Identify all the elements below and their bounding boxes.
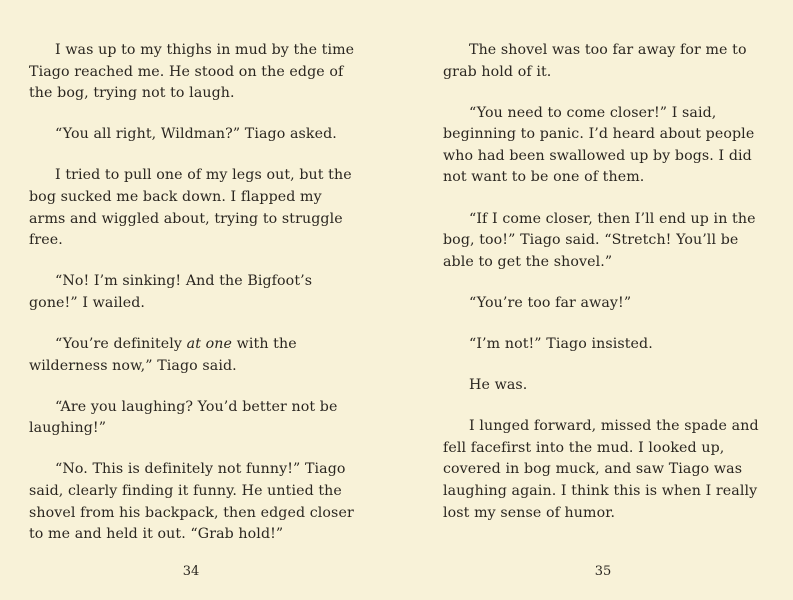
left-page [0, 0, 396, 600]
paragraph: “You need to come closer!” I said, beginning to panic. I’d heard about people who had been swallowed up by bogs. I did not want to be one of them. [443, 104, 755, 186]
right-page [396, 0, 793, 600]
paragraph-text: with the wilderness now,” Tiago said. [29, 335, 297, 374]
left-page-text [29, 40, 359, 565]
paragraph: I lunged forward, missed the spade and fell facefirst into the mud. I looked up, covered in bog muck, and saw Tiago was laughing again. I think this is when I really lost my sense of humor. [443, 418, 759, 521]
right-page-text [443, 40, 773, 544]
paragraph: I tried to pull one of my legs out, but the bog sucked me back down. I flapped my arms and wiggled about, trying to struggle free. [29, 167, 352, 249]
paragraph: He was. [469, 377, 528, 394]
page-number: 34 [182, 564, 200, 579]
paragraph: “No! I’m sinking! And the Bigfoot’s gone!” I wailed. [29, 273, 313, 311]
paragraph: “No. This is definitely not funny!” Tiago said, clearly finding it funny. He untied the shovel from his backpack, then edged closer to me and held it out. “Grab hold!” [29, 461, 354, 543]
paragraph: “If I come closer, then I’ll end up in the bog, too!” Tiago said. “Stretch! You’ll be able to get the shovel.” [443, 210, 756, 270]
paragraph [29, 334, 359, 377]
emphasized-text: at one [186, 335, 233, 352]
paragraph: I was up to my thighs in mud by the time Tiago reached me. He stood on the edge of the bog, trying not to laugh. [29, 42, 355, 102]
paragraph: “You all right, Wildman?” Tiago asked. [55, 126, 337, 143]
paragraph: The shovel was too far away for me to grab hold of it. [443, 42, 747, 80]
page-number: 35 [594, 564, 612, 579]
paragraph-text: “You’re definitely [55, 335, 187, 352]
paragraph: “I’m not!” Tiago insisted. [469, 335, 653, 352]
paragraph: “Are you laughing? You’d better not be laughing!” [29, 398, 338, 437]
paragraph: “You’re too far away!” [469, 294, 632, 311]
